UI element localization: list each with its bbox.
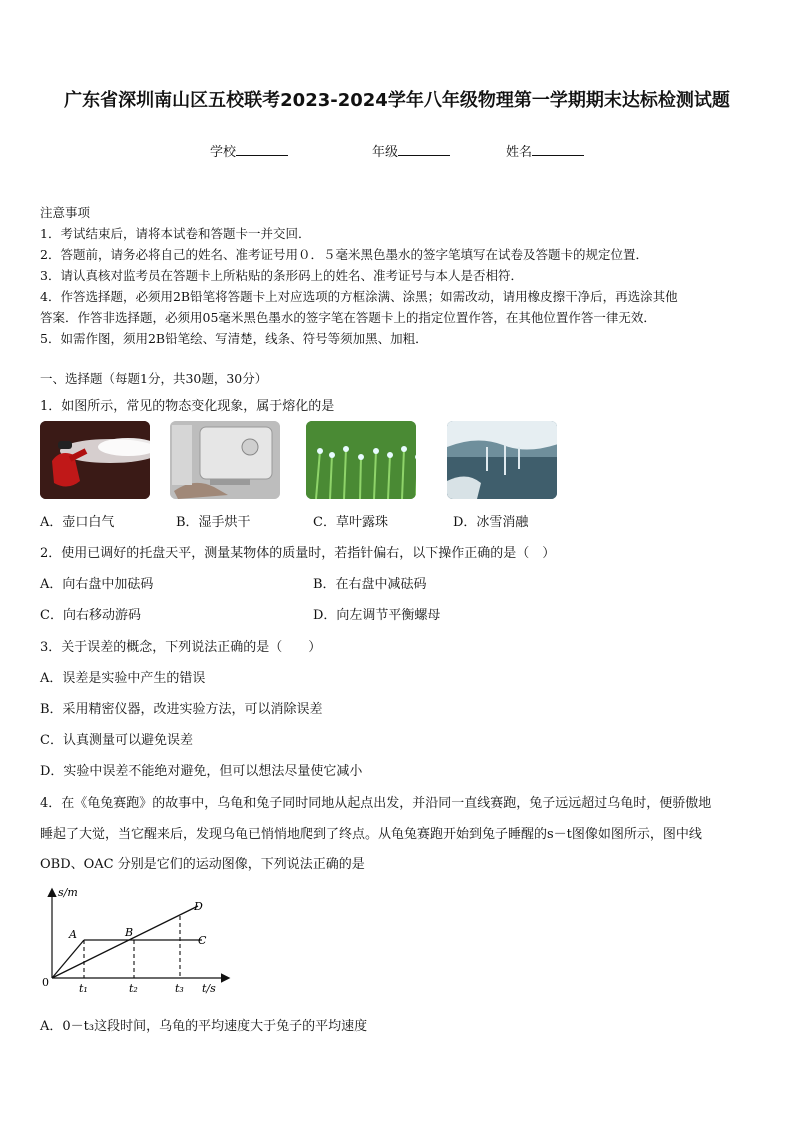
grade-label: 年级: [372, 145, 399, 160]
exam-title: 广东省深圳南山区五校联考2023-2024学年八年级物理第一学期期末达标检测试题: [64, 90, 730, 111]
notice-item: 4．作答选择题，必须用2B铅笔将答题卡上对应选项的方框涂满、涂黑；如需改动，请用橡皮擦干净后，再选涂其他: [40, 289, 678, 304]
notice-item: 5．如需作图，须用2B铅笔绘、写清楚，线条、符号等须加黑、加粗．: [40, 331, 428, 346]
section-heading: 一、选择题（每题1分，共30题，30分）: [40, 371, 268, 386]
q1-option-c[interactable]: C．草叶露珠: [313, 515, 388, 530]
school-blank[interactable]: [236, 143, 288, 156]
line-oa: [52, 940, 84, 978]
q3-option-a[interactable]: A．误差是实验中产生的错误: [40, 671, 206, 686]
q3-option-c[interactable]: C．认真测量可以避免误差: [40, 733, 193, 748]
name-field[interactable]: [506, 141, 584, 160]
melting-ice-image: [447, 421, 557, 499]
point-c-label: C: [198, 934, 207, 947]
q4-stem-line: OBD、OAC 分别是它们的运动图像，下列说法正确的是: [40, 857, 365, 872]
name-blank[interactable]: [532, 143, 584, 156]
grade-blank[interactable]: [398, 143, 450, 156]
q1-option-d[interactable]: D．冰雪消融: [453, 515, 529, 530]
t3-label: t₃: [175, 982, 184, 995]
line-obd: [52, 906, 198, 978]
dew-grass-image: [306, 421, 416, 499]
q2-option-d[interactable]: D．向左调节平衡螺母: [313, 608, 441, 623]
y-axis-label: s/m: [58, 886, 78, 899]
q3-option-d[interactable]: D．实验中误差不能绝对避免，但可以想法尽量使它减小: [40, 764, 363, 779]
point-d-label: D: [194, 900, 203, 913]
q1-option-b[interactable]: B．湿手烘干: [176, 515, 251, 530]
q4-stem-line: 睡起了大觉，当它醒来后，发现乌龟已悄悄地爬到了终点。从龟兔赛跑开始到兔子睡醒的s－t图像如图所示，图中线: [40, 827, 702, 842]
s-t-graph: [38, 880, 238, 1000]
x-axis-label: t/s: [202, 982, 216, 995]
q4-stem-line: 4．在《龟兔赛跑》的故事中，乌龟和兔子同时同地从起点出发，并沿同一直线赛跑，兔子远远超过乌龟时，便骄傲地: [40, 796, 712, 811]
q2-option-c[interactable]: C．向右移动游码: [40, 608, 141, 623]
q2-stem: 2．使用已调好的托盘天平，测量某物体的质量时，若指针偏右，以下操作正确的是（ ）: [40, 546, 556, 561]
q4-option-a[interactable]: A．0－t₃这段时间，乌龟的平均速度大于兔子的平均速度: [40, 1019, 368, 1034]
notice-heading: 注意事项: [40, 205, 91, 220]
school-field[interactable]: [210, 141, 288, 160]
notice-item: 1．考试结束后，请将本试卷和答题卡一并交回．: [40, 226, 311, 241]
q2-option-b[interactable]: B．在右盘中减砝码: [313, 577, 427, 592]
point-a-label: A: [69, 928, 77, 941]
kettle-steam-image: [40, 421, 150, 499]
point-b-label: B: [125, 926, 134, 939]
name-label: 姓名: [506, 145, 533, 160]
t2-label: t₂: [129, 982, 138, 995]
q1-stem: 1．如图所示，常见的物态变化现象，属于熔化的是: [40, 399, 335, 414]
t1-label: t₁: [79, 982, 88, 995]
notice-item: 2．答题前，请务必将自己的姓名、准考证号用０．５毫米黑色墨水的签字笔填写在试卷及答题卡的规定位置．: [40, 247, 648, 262]
q3-stem: 3．关于误差的概念，下列说法正确的是（ ）: [40, 640, 322, 655]
notice-item: 3．请认真核对监考员在答题卡上所粘贴的条形码上的姓名、准考证号与本人是否相符．: [40, 268, 523, 283]
q1-option-a[interactable]: A．壶口白气: [40, 515, 115, 530]
q3-option-b[interactable]: B．采用精密仪器，改进实验方法，可以消除误差: [40, 702, 323, 717]
grade-field[interactable]: [372, 141, 450, 160]
school-label: 学校: [210, 145, 237, 160]
q2-option-a[interactable]: A．向右盘中加砝码: [40, 577, 154, 592]
hand-dryer-image: [170, 421, 280, 499]
origin-label: 0: [42, 976, 49, 989]
notice-item: 答案．作答非选择题，必须用05毫米黑色墨水的签字笔在答题卡上的指定位置作答，在其他位置作答一律无效．: [40, 310, 656, 325]
